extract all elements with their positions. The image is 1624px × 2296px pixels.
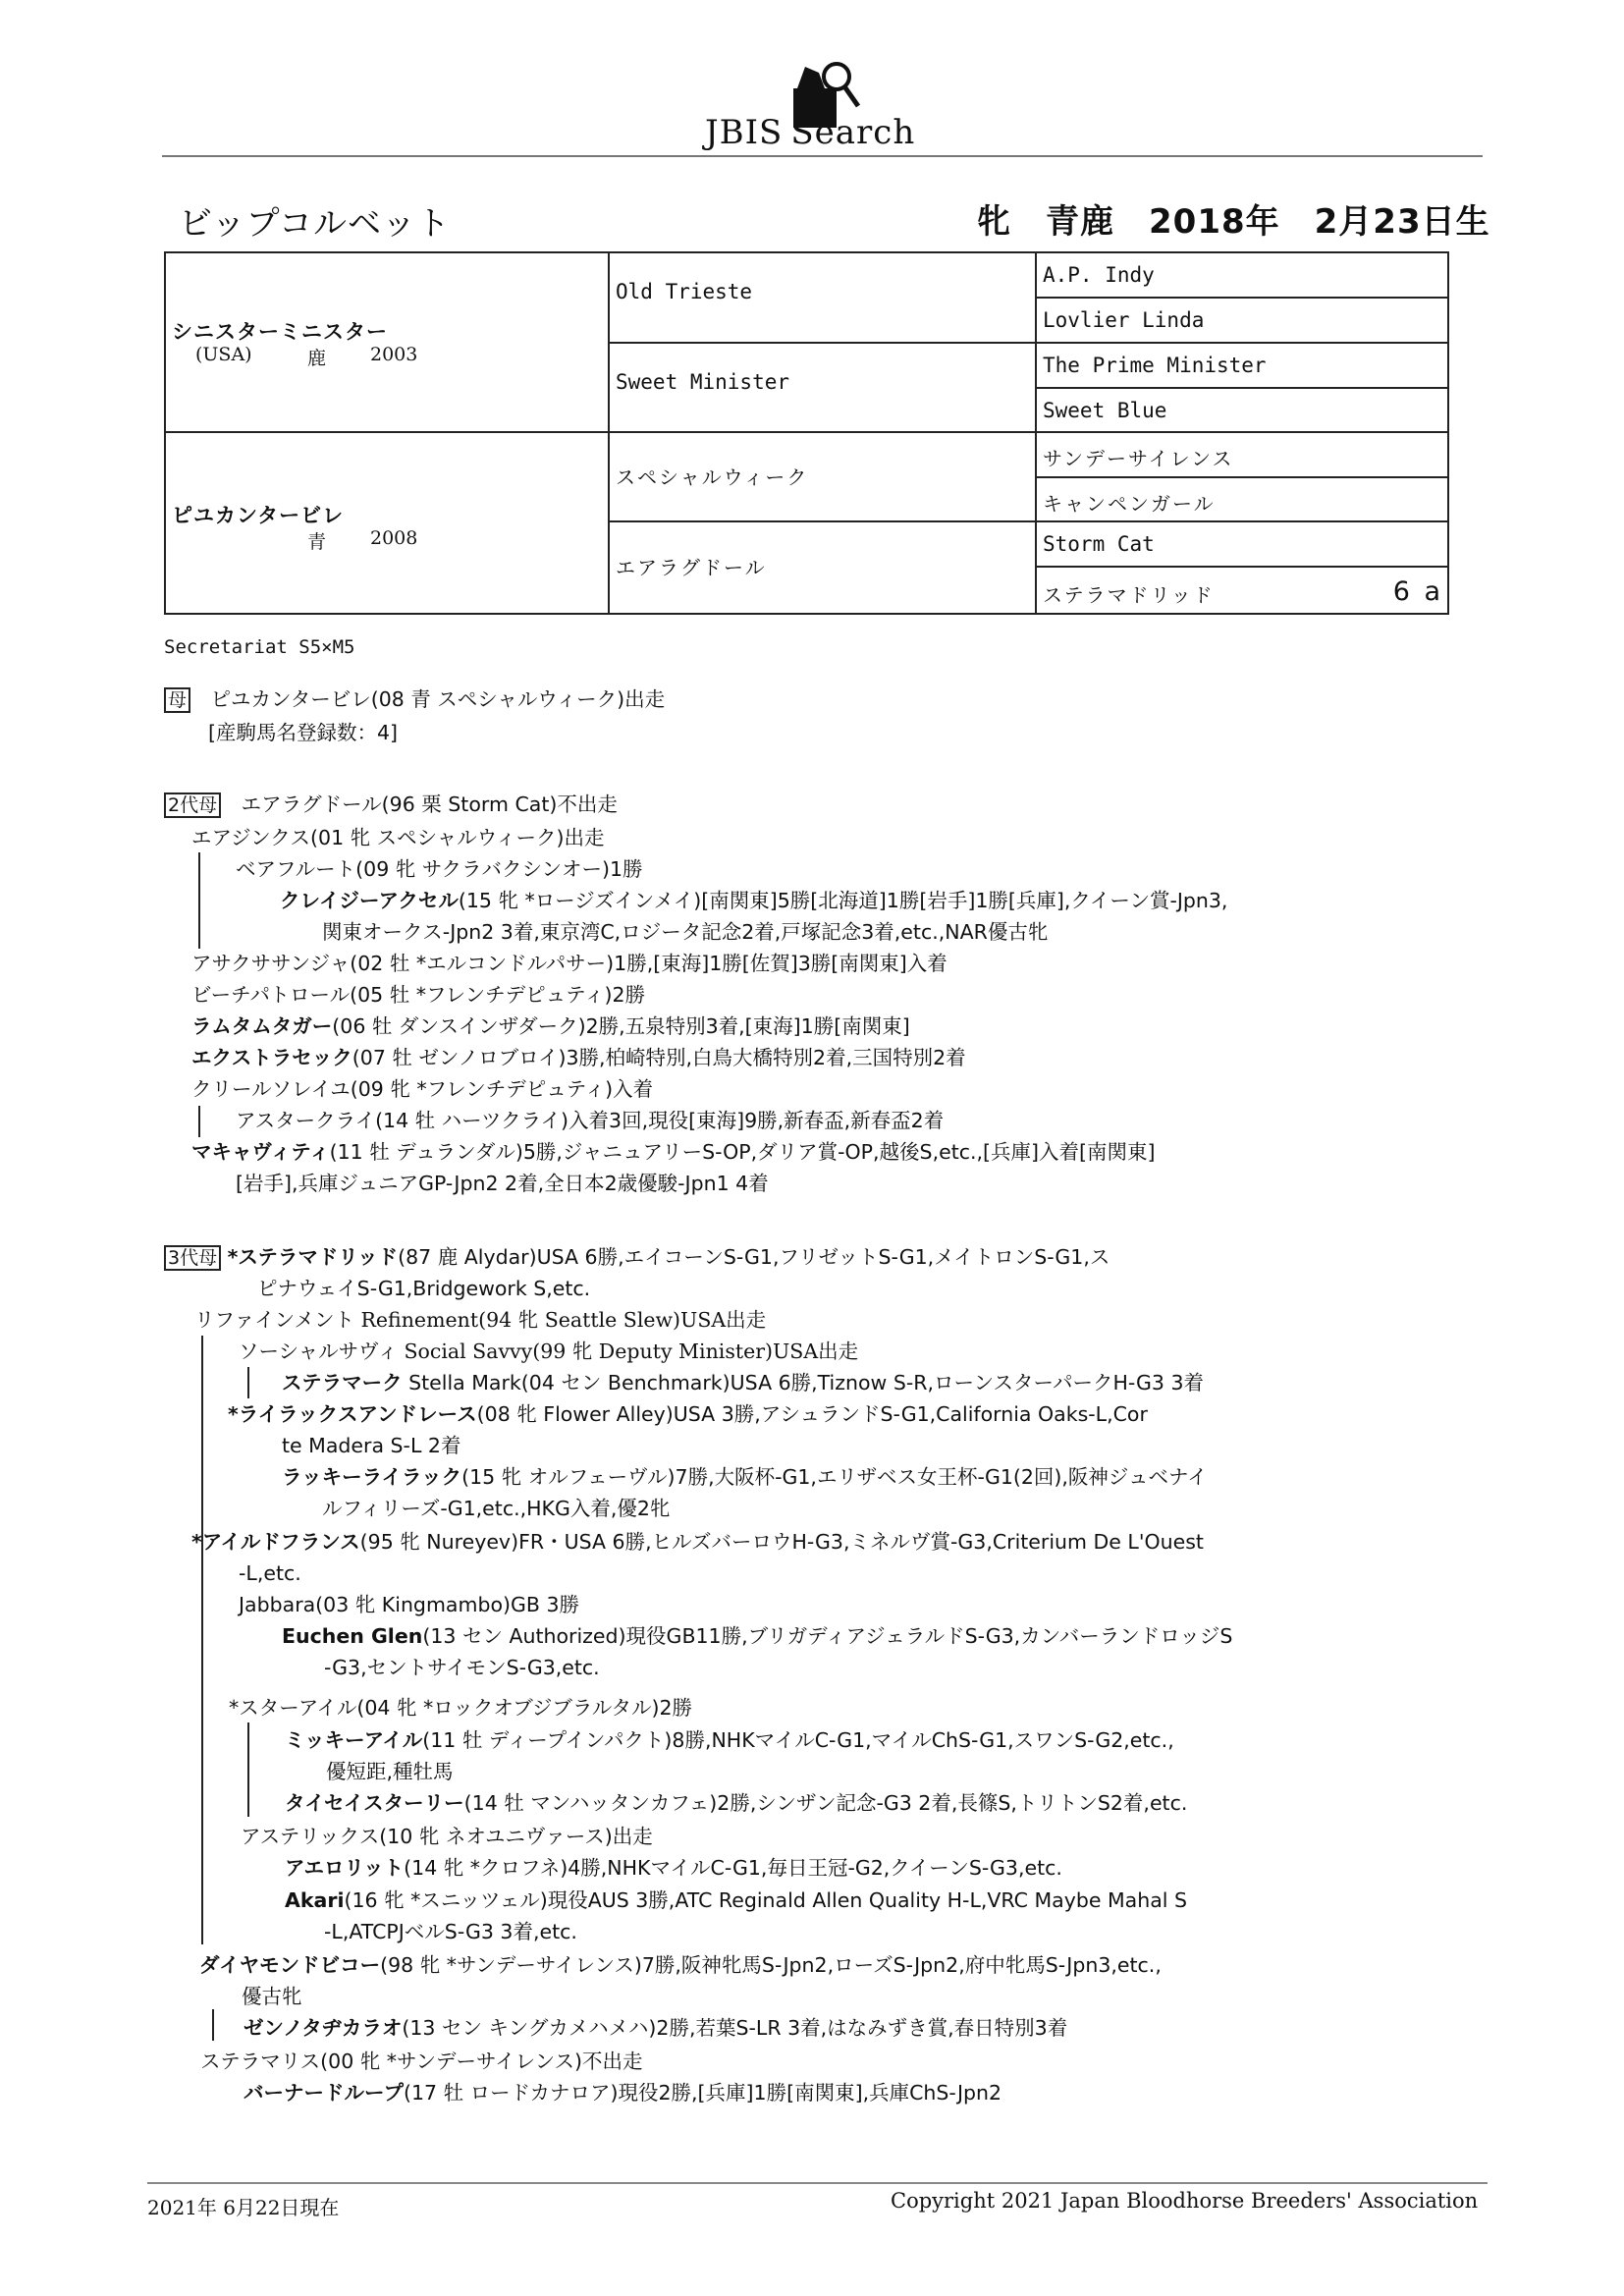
entry-name: ラッキーライラック (282, 1465, 462, 1489)
entry-line (282, 1368, 1204, 1397)
pedigree-g3-cell (1037, 568, 1447, 613)
entry-text: (13 セン キングカメハメハ)2勝,若葉S-LR 3着,はなみずき賞,春日特別3着 (402, 2016, 1068, 2040)
entry-line (285, 1886, 1187, 1915)
logo-text (705, 113, 915, 152)
dam-name: ピユカンタービレ (172, 504, 345, 527)
entry-line: -L,ATCPJベルS-G3 3着,etc. (324, 1920, 577, 1943)
g3-line (164, 1242, 1110, 1273)
footer-divider (147, 2182, 1488, 2184)
entry-text: (14 牡 マンハッタンカフェ)2勝,シンザン記念-G3 2着,長篠S,トリトンS2着,etc. (463, 1791, 1188, 1815)
entry-line: *スターアイル(04 牝 *ロックオブジブラルタル)2勝 (229, 1696, 693, 1720)
g2-line (164, 790, 618, 820)
entry-text: (95 牝 Nureyev)FR・USA 6勝,ヒルズバーロウH-G3,ミネルヴ賞-G3,Criterium De L'Ouest (359, 1530, 1204, 1554)
entry-name: エクストラセック (191, 1046, 352, 1069)
tree-bar (247, 1722, 249, 1817)
entry-line (285, 1725, 1174, 1755)
jbis-search-logo (687, 59, 943, 157)
logo-search: Search (790, 113, 916, 152)
sire-year: 2003 (370, 344, 418, 365)
pedigree-sire-cell (166, 253, 610, 433)
entry-name: *アイルドフランス (191, 1530, 360, 1554)
entry-text: (14 牝 *クロフネ)4勝,NHKマイルC-G1,毎日王冠-G2,クイーンS-G3,etc. (404, 1856, 1062, 1880)
entry-line: te Madera S-L 2着 (282, 1434, 461, 1457)
dam-registered: [産駒馬名登録数：4] (208, 721, 399, 744)
g3-name: Sweet Blue (1043, 399, 1167, 422)
entry-text: Stella Mark(04 セン Benchmark)USA 6勝,Tiznow S-R,ローンスターパークH-G3 3着 (402, 1371, 1205, 1394)
as-of-date: 2021年 6月22日現在 (147, 2196, 340, 2219)
g3-name: A.P. Indy (1043, 263, 1155, 287)
entry-line (191, 1137, 1156, 1167)
entry-line: 優古牝 (242, 1985, 302, 2008)
entry-name: ダイヤモンドビコー (199, 1953, 381, 1977)
entry-line: 優短距,種牡馬 (326, 1760, 454, 1783)
entry-line: アステリックス(10 牝 ネオユニヴァース)出走 (241, 1825, 653, 1848)
pedigree-g3-cell (1037, 299, 1447, 344)
entry-line (285, 1788, 1187, 1818)
dam-year: 2008 (370, 527, 418, 549)
entry-text: (17 牡 ロードカナロア)現役2勝,[兵庫]1勝[南関東],兵庫ChS-Jpn2 (403, 2081, 1002, 2105)
section-label-dam: 母 (164, 687, 190, 713)
entry-line (244, 2078, 1001, 2107)
entry-name: Akari (285, 1888, 345, 1912)
pedigree-g2-cell (610, 344, 1037, 433)
tree-bar (198, 852, 200, 949)
horse-info: 牝 青鹿 2018年 2月23日生 (977, 202, 1490, 242)
entry-line: Jabbara(03 牝 Kingmambo)GB 3勝 (239, 1593, 580, 1616)
entry-line (191, 1043, 966, 1072)
inbreeding-note: Secretariat S5×M5 (164, 636, 355, 658)
entry-text: (15 牝 オルフェーヴル)7勝,大阪杯-G1,エリザベス女王杯-G1(2回),阪神ジュベナイ (461, 1465, 1208, 1489)
g3-name: サンデーサイレンス (1043, 447, 1234, 470)
entry-name: *ステラマドリッド (227, 1245, 399, 1269)
tree-bar (198, 1106, 200, 1137)
pedigree-g3-cell (1037, 389, 1447, 433)
entry-name: Euchen Glen (282, 1624, 423, 1648)
tree-bar (212, 2009, 214, 2041)
g2-name: エアラグドール (616, 556, 767, 579)
entry-text: (08 牝 Flower Alley)USA 3勝,アシュランドS-G1,California Oaks-L,Cor (476, 1402, 1148, 1426)
entry-text: (98 牝 *サンデーサイレンス)7勝,阪神牝馬S-Jpn2,ローズS-Jpn2,府中牝馬S-Jpn3,etc., (380, 1953, 1162, 1977)
entry-name: ラムタムタガー (191, 1014, 333, 1038)
pedigree-g3-cell (1037, 253, 1447, 299)
tree-bar (201, 1336, 203, 1944)
entry-line: 関東オークス-Jpn2 3着,東京湾C,ロジータ記念2着,戸塚記念3着,etc.,NAR優古牝 (322, 920, 1049, 944)
pedigree-g3-cell (1037, 478, 1447, 522)
sire-color: 鹿 (307, 348, 327, 369)
entry-name: アエロリット (285, 1856, 405, 1880)
pedigree-g3-cell (1037, 522, 1447, 568)
entry-text: (07 牡 ゼンノロブロイ)3勝,柏崎特別,白鳥大橋特別2着,三国特別2着 (352, 1046, 966, 1069)
logo-jbis: JBIS (705, 113, 784, 152)
entry-text: (13 セン Authorized)現役GB11勝,ブリガディアジェラルドS-G3,カンバーランドロッジS (422, 1624, 1233, 1648)
tree-bar (247, 1367, 249, 1398)
dam-line (164, 684, 665, 715)
sire-origin: (USA) (195, 344, 252, 365)
entry-name: クレイジーアクセル (280, 889, 459, 912)
entry-line: ピナウェイS-G1,Bridgework S,etc. (257, 1277, 591, 1300)
entry-line: ベアフルート(09 牝 サクラバクシンオー)1勝 (236, 857, 643, 881)
entry-line (282, 1621, 1232, 1651)
entry-text: (06 牡 ダンスインザダーク)2勝,五泉特別3着,[東海]1勝[南関東] (332, 1014, 910, 1038)
section-label-2nd-dam: 2代母 (164, 793, 221, 818)
pedigree-table (164, 251, 1449, 615)
entry-line: ソーシャルサヴィ Social Savvy(99 牝 Deputy Minister)USA出走 (239, 1339, 859, 1363)
entry-line: アスタークライ(14 牡 ハーツクライ)入着3回,現役[東海]9勝,新春盃,新春盃2着 (236, 1109, 945, 1132)
pedigree-g3-cell (1037, 433, 1447, 478)
entry-line: アサクササンジャ(02 牡 *エルコンドルパサー)1勝,[東海]1勝[佐賀]3勝[南関東]入着 (191, 952, 947, 975)
entry-text: (87 鹿 Alydar)USA 6勝,エイコーンS-G1,フリゼットS-G1,メイトロンS-G1,ス (398, 1245, 1110, 1269)
entry-name: タイセイスターリー (285, 1791, 464, 1815)
entry-name: ミッキーアイル (285, 1728, 423, 1752)
entry-line: エアジンクス(01 牝 スペシャルウィーク)出走 (191, 826, 605, 849)
g3-name: The Prime Minister (1043, 354, 1267, 377)
entry-line (199, 1950, 1162, 1980)
entry-line: リファインメント Refinement(94 牝 Seattle Slew)USA出走 (194, 1308, 767, 1332)
entry-line (228, 1399, 1148, 1429)
g2-name: Sweet Minister (616, 370, 790, 394)
entry-line: ビーチパトロール(05 牡 *フレンチデピュティ)2勝 (191, 983, 646, 1007)
pedigree-g2-cell (610, 522, 1037, 613)
entry-line: [岩手],兵庫ジュニアGP-Jpn2 2着,全日本2歳優駿-Jpn1 4着 (236, 1172, 769, 1195)
entry-line: -G3,セントサイモンS-G3,etc. (324, 1656, 600, 1679)
entry-name: ゼンノタヂカラオ (244, 2016, 403, 2040)
entry-line (191, 1527, 1204, 1557)
entry-name: バーナードループ (244, 2081, 404, 2105)
entry-text: (15 牝 *ロージズインメイ)[南関東]5勝[北海道]1勝[岩手]1勝[兵庫],クイーン賞-Jpn3, (458, 889, 1228, 912)
entry-name: ステラマーク (282, 1371, 403, 1394)
copyright: Copyright 2021 Japan Bloodhorse Breeders' Association (891, 2189, 1479, 2213)
entry-line (280, 886, 1227, 915)
entry-name: マキャヴィティ (191, 1140, 330, 1164)
g3-name: キャンペンガール (1043, 492, 1216, 516)
header-divider (162, 155, 1483, 157)
g3-name: Storm Cat (1043, 532, 1155, 556)
sire-name: シニスターミニスター (172, 320, 388, 344)
pedigree-dam-cell (166, 433, 610, 613)
g3-name: ステラマドリッド (1043, 583, 1215, 607)
entry-text: (16 牝 *スニッツェル)現役AUS 3勝,ATC Reginald Allen Quality H-L,VRC Maybe Mahal S (344, 1888, 1188, 1912)
entry-line: ステラマリス(00 牝 *サンデーサイレンス)不出走 (200, 2050, 643, 2073)
entry-line: ルフィリーズ-G1,etc.,HKG入着,優2牝 (322, 1497, 671, 1520)
entry-text: (11 牡 デュランダル)5勝,ジャニュアリーS-OP,ダリア賞-OP,越後S,etc.,[兵庫]入着[南関東] (329, 1140, 1156, 1164)
entry-text: (11 牡 ディープインパクト)8勝,NHKマイルC-G1,マイルChS-G1,スワンS-G2,etc., (422, 1728, 1174, 1752)
entry-line: -L,etc. (239, 1561, 301, 1585)
horse-name: ビップコルベット (179, 204, 451, 244)
family-code: 6 a (1392, 576, 1443, 607)
g2-name: スペシャルウィーク (616, 465, 809, 489)
pedigree-g3-cell (1037, 344, 1447, 389)
pedigree-g2-cell (610, 253, 1037, 344)
entry-name: *ライラックスアンドレース (228, 1402, 477, 1426)
section-label-3rd-dam: 3代母 (164, 1245, 221, 1271)
entry-line (191, 1011, 910, 1041)
entry-line (285, 1853, 1062, 1883)
entry-text: エアラグドール(96 栗 Storm Cat)不出走 (241, 793, 618, 816)
dam-text: ピユカンタービレ(08 青 スペシャルウィーク)出走 (210, 687, 666, 711)
entry-line (282, 1462, 1208, 1492)
dam-color: 青 (307, 531, 327, 553)
entry-line: クリールソレイユ(09 牝 *フレンチデピュティ)入着 (191, 1077, 654, 1101)
g2-name: Old Trieste (616, 280, 753, 303)
pedigree-g2-cell (610, 433, 1037, 522)
entry-line (244, 2013, 1067, 2043)
g3-name: Lovlier Linda (1043, 308, 1205, 332)
